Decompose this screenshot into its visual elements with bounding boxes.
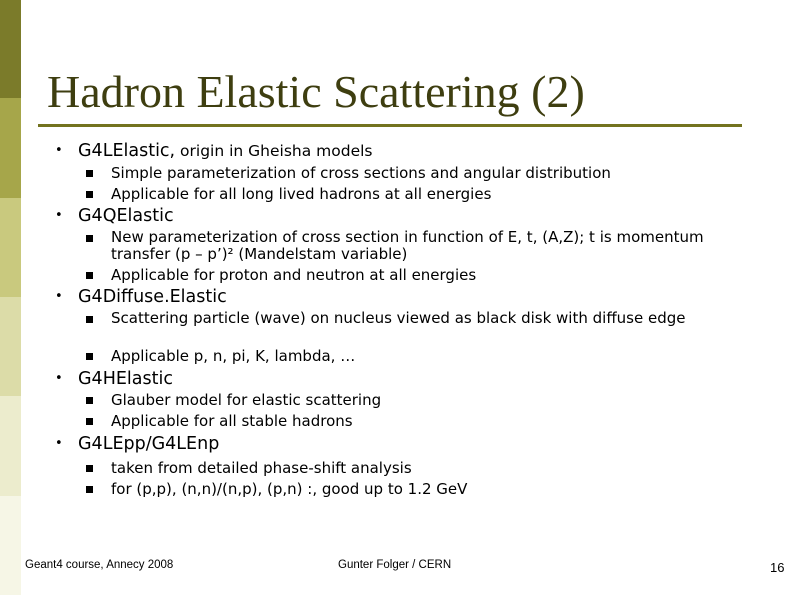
- sub-bullet-text: Glauber model for elastic scattering: [111, 391, 382, 409]
- bullet-label: G4LElastic, origin in Gheisha models: [78, 141, 373, 161]
- square-bullet-icon: [86, 235, 93, 242]
- bullet-label: G4QElastic: [78, 206, 174, 226]
- page-number: 16: [770, 560, 785, 575]
- sub-bullet-text: New parameterization of cross section in function of E, t, (A,Z); t is momentum transfer (p – p’)² (Mandelstam variable): [111, 228, 704, 263]
- square-bullet-icon: [86, 316, 93, 323]
- title-underline: [38, 124, 742, 127]
- square-bullet-icon: [86, 418, 93, 425]
- bullet-label: G4HElastic: [78, 369, 173, 389]
- bullet-dot: •: [55, 143, 63, 158]
- sub-bullet-text: for (p,p), (n,n)/(n,p), (p,n) :, good up to 1.2 GeV: [111, 480, 468, 498]
- bullet-dot: •: [55, 371, 63, 386]
- side-bar-block: [0, 198, 21, 297]
- side-bar-block: [0, 496, 21, 595]
- sub-bullet-text: Applicable for all long lived hadrons at all energies: [111, 185, 492, 203]
- bullet-label: G4LEpp/G4LEnp: [78, 434, 220, 454]
- sub-bullet-text: Scattering particle (wave) on nucleus viewed as black disk with diffuse edge: [111, 309, 686, 327]
- side-bar-block: [0, 297, 21, 396]
- footer-course: Geant4 course, Annecy 2008: [25, 559, 174, 571]
- sub-bullet-text: taken from detailed phase-shift analysis: [111, 459, 412, 477]
- side-bar-block: [0, 0, 21, 98]
- side-decoration-bar: [0, 0, 21, 595]
- side-bar-block: [0, 396, 21, 496]
- sub-bullet-text: Applicable for proton and neutron at all energies: [111, 266, 477, 284]
- square-bullet-icon: [86, 486, 93, 493]
- sub-bullet-text: Applicable for all stable hadrons: [111, 412, 353, 430]
- bullet-dot: •: [55, 289, 63, 304]
- sub-bullet-text: Applicable p, n, pi, K, lambda, …: [111, 347, 356, 365]
- square-bullet-icon: [86, 353, 93, 360]
- square-bullet-icon: [86, 465, 93, 472]
- bullet-label: G4Diffuse.Elastic: [78, 287, 227, 307]
- bullet-dot: •: [55, 436, 63, 451]
- square-bullet-icon: [86, 170, 93, 177]
- footer-author: Gunter Folger / CERN: [338, 559, 452, 571]
- square-bullet-icon: [86, 272, 93, 279]
- square-bullet-icon: [86, 397, 93, 404]
- sub-bullet-text: Simple parameterization of cross sections and angular distribution: [111, 164, 611, 182]
- bullet-dot: •: [55, 208, 63, 223]
- square-bullet-icon: [86, 191, 93, 198]
- side-bar-block: [0, 98, 21, 198]
- slide-title: Hadron Elastic Scattering (2): [47, 66, 585, 117]
